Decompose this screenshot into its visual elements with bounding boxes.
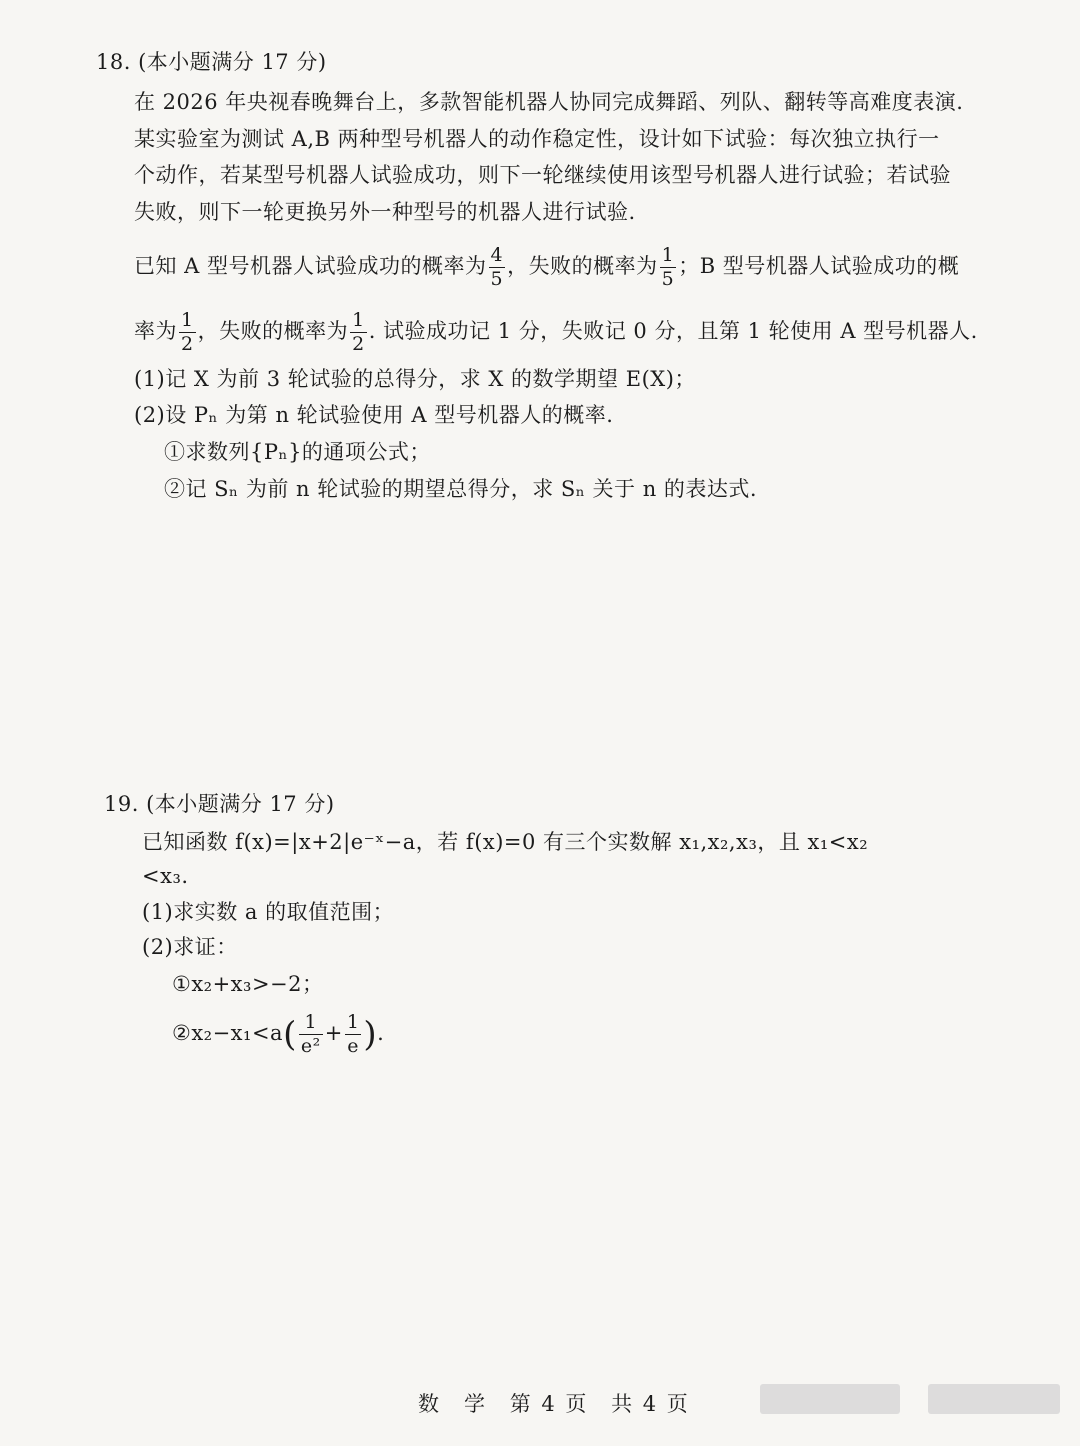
q18-subquestion-2: (2)设 Pₙ 为第 n 轮试验使用 A 型号机器人的概率. (134, 403, 614, 427)
q19-subquestion-1: (1)求实数 a 的取值范围； (142, 900, 395, 924)
fraction-denominator: 2 (181, 333, 194, 355)
q18-text-scoring: . 试验成功记 1 分，失败记 0 分，且第 1 轮使用 A 型号机器人. (368, 319, 978, 343)
q18-text-a-success: 已知 A 型号机器人试验成功的概率为 (134, 254, 487, 278)
fraction-numerator: 1 (346, 1011, 360, 1033)
q18-subquestion-2-part-2: ②记 Sₙ 为前 n 轮试验的期望总得分，求 Sₙ 关于 n 的表达式. (164, 477, 758, 501)
q18-paragraph-line-2: 某实验室为测试 A,B 两种型号机器人的动作稳定性，设计如下试验：每次独立执行一 (134, 127, 940, 151)
fraction-numerator: 1 (661, 244, 675, 266)
q18-text-b-fail: ，失败的概率为 (197, 319, 349, 343)
q18-paragraph-line-4: 失败，则下一轮更换另外一种型号的机器人进行试验. (134, 200, 636, 224)
fraction-denominator: e² (300, 1035, 321, 1057)
fraction-numerator: 4 (490, 244, 504, 266)
q19-subquestion-2: (2)求证： (142, 935, 238, 959)
fraction-one-half-a (179, 311, 196, 354)
footer-subject: 数 学 (418, 1392, 487, 1416)
fraction-denominator: e (347, 1035, 359, 1057)
fraction-numerator: 1 (299, 1013, 323, 1035)
q18-text-rate: 率为 (134, 319, 177, 343)
right-paren: ) (363, 1014, 378, 1055)
fraction-four-fifths (489, 246, 506, 289)
blurred-watermark-right (928, 1384, 1060, 1414)
footer-page-number: 第 4 页 (509, 1392, 589, 1416)
fraction-numerator: 1 (181, 309, 194, 331)
q19-subquestion-2-part-1: ①x₂+x₃>−2； (172, 972, 324, 996)
q18-text-a-fail: ，失败的概率为 (507, 254, 658, 278)
q18-probability-line-1 (134, 246, 959, 289)
fraction-one-fifth (660, 246, 677, 289)
q18-probability-line-2 (134, 311, 978, 354)
page-footer (418, 1388, 704, 1418)
footer-total-pages: 共 4 页 (611, 1392, 690, 1416)
q18-paragraph-line-1: 在 2026 年央视春晚舞台上，多款智能机器人协同完成舞蹈、列队、翻转等高难度表演. (134, 90, 964, 114)
fraction-one-over-e (345, 1013, 362, 1056)
left-paren: ( (283, 1014, 297, 1055)
q19-paragraph-line-1: 已知函数 f(x)=|x+2|e⁻ˣ−a，若 f(x)=0 有三个实数解 x₁,x₂,x₃，且 x₁<x₂ (142, 830, 869, 854)
q19-header: 19. (本小题满分 17 分) (104, 792, 335, 816)
q19-subquestion-2-part-2 (172, 1013, 384, 1056)
q18-text-b-success: ；B 型号机器人试验成功的概 (678, 254, 960, 278)
q18-subquestion-2-part-1: ①求数列{Pₙ}的通项公式； (164, 440, 431, 464)
q18-paragraph-line-3: 个动作，若某型号机器人试验成功，则下一轮继续使用该型号机器人进行试验；若试验 (134, 163, 951, 187)
q18-header: 18. (本小题满分 17 分) (96, 50, 327, 74)
plus-sign: + (324, 1021, 343, 1045)
q18-subquestion-1: (1)记 X 为前 3 轮试验的总得分，求 X 的数学期望 E(X)； (134, 367, 696, 391)
fraction-denominator: 5 (490, 268, 504, 290)
fraction-numerator: 1 (352, 309, 365, 331)
blurred-watermark-left (760, 1384, 900, 1414)
fraction-denominator: 2 (352, 333, 365, 355)
q19-inequality-left: ②x₂−x₁<a (172, 1021, 284, 1045)
period: . (377, 1021, 385, 1045)
fraction-denominator: 5 (661, 268, 675, 290)
fraction-one-half-b (350, 311, 367, 354)
q19-paragraph-line-2: <x₃. (142, 864, 189, 888)
fraction-one-over-e-squared (299, 1013, 323, 1056)
